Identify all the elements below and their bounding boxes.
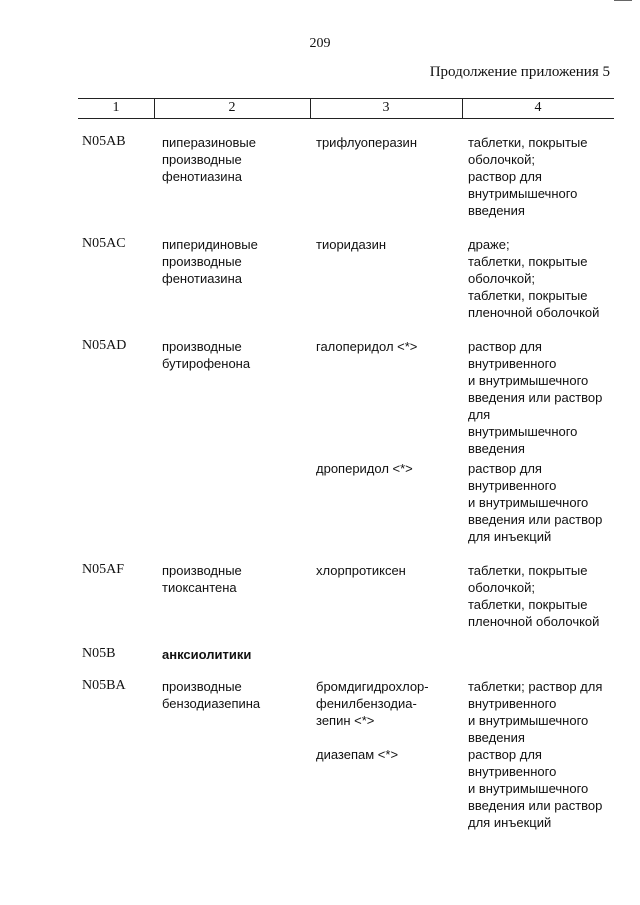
substance-name: хлорпротиксен (316, 563, 406, 578)
atc-code: N05BA (82, 678, 126, 693)
corner-mark (614, 0, 632, 1)
group-name: производные бензодиазепина (162, 679, 261, 711)
atc-code: N05B (82, 646, 116, 661)
substance-name: трифлуоперазин (316, 135, 417, 150)
column-header: 3 (382, 100, 390, 115)
dosage-forms: таблетки, покрытые оболочкой; таблетки, покрытые пленочной оболочкой (468, 563, 600, 629)
header-top-rule (78, 98, 614, 99)
atc-code: N05AC (82, 236, 126, 251)
group-name: пиперидиновые производные фенотиазина (162, 237, 258, 286)
dosage-forms: драже; таблетки, покрытые оболочкой; таблетки, покрытые пленочной оболочкой (468, 237, 600, 320)
dosage-forms: раствор для внутривенного и внутримышечного введения или раствор для инъекций (468, 461, 603, 544)
group-name: пиперазиновые производные фенотиазина (162, 135, 256, 184)
substance-name: дроперидол <*> (316, 461, 413, 476)
dosage-forms: раствор для внутривенного и внутримышечного введения или раствор для инъекций (468, 747, 603, 830)
continuation-title: Продолжение приложения 5 (429, 64, 610, 80)
substance-name: диазепам <*> (316, 747, 399, 762)
atc-code: N05AB (82, 134, 126, 149)
atc-code: N05AF (82, 562, 125, 577)
substance-name: бромдигидрохлор- фенилбензодиа- зепин <*> (316, 679, 429, 728)
column-header: 1 (112, 100, 120, 115)
page-number: 209 (309, 36, 331, 51)
group-name: анксиолитики (162, 647, 252, 662)
atc-code: N05AD (82, 338, 127, 353)
dosage-forms: таблетки, покрытые оболочкой; раствор для внутримышечного введения (468, 135, 588, 218)
dosage-forms: раствор для внутривенного и внутримышечного введения или раствор для внутримышечного введения (468, 339, 603, 456)
substance-name: тиоридазин (316, 237, 387, 252)
column-header: 4 (534, 100, 542, 115)
group-name: производные бутирофенона (162, 339, 251, 371)
group-name: производные тиоксантена (162, 563, 242, 595)
dosage-forms: таблетки; раствор для внутривенного и внутримышечного введения (468, 679, 603, 745)
substance-name: галоперидол <*> (316, 339, 418, 354)
header-bottom-rule (78, 118, 614, 119)
column-header: 2 (228, 100, 236, 115)
